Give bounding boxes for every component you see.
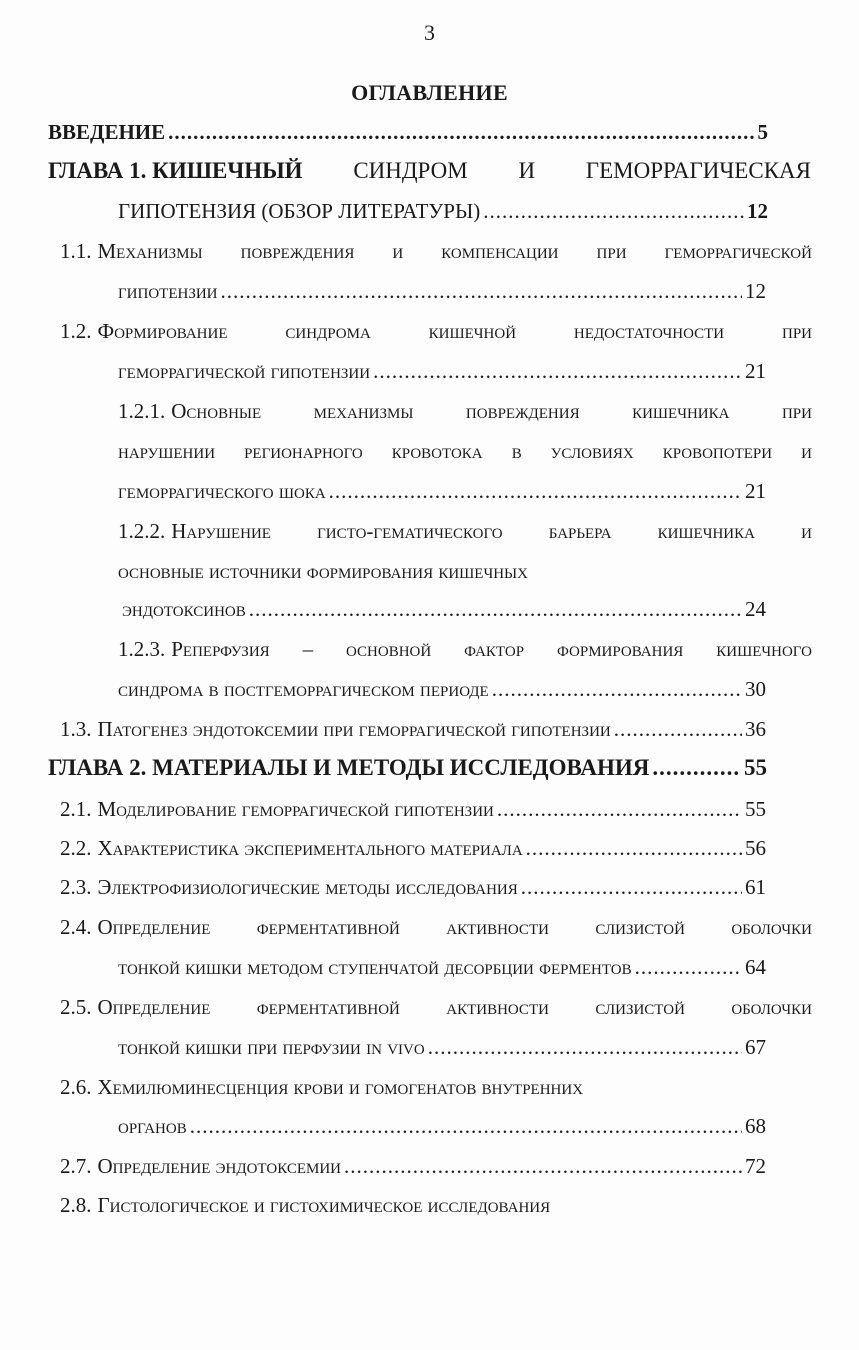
toc-entry-text: органов	[118, 1114, 187, 1138]
word: активности	[446, 915, 549, 939]
word: кишечного	[716, 637, 812, 661]
dot-leader	[428, 1033, 742, 1061]
word: Нарушение	[171, 519, 271, 543]
toc-entry-1-2-2-cont[interactable]	[122, 595, 766, 623]
word: геморрагической	[664, 239, 812, 263]
word: –	[302, 637, 314, 661]
word: фактор	[464, 637, 525, 661]
word: барьера	[548, 519, 612, 543]
section-number: 2.1.	[60, 797, 92, 821]
word: ферментативной	[256, 995, 400, 1019]
toc-page-number: 5	[757, 120, 768, 144]
toc-entry-text: тонкой кишки методом ступенчатой десорбции ферментов	[118, 955, 632, 979]
toc-entry-text: геморрагического шока	[118, 479, 326, 503]
toc-entry-text: ГЛАВА 2. МАТЕРИАЛЫ И МЕТОДЫ ИССЛЕДОВАНИЯ	[48, 755, 650, 780]
toc-entry-chapter2[interactable]	[48, 754, 767, 782]
toc-entry-1-2-cont[interactable]	[118, 357, 766, 385]
toc-entry-2-8[interactable]	[60, 1191, 550, 1219]
dot-leader	[635, 953, 742, 981]
word: СИНДРОМ	[353, 158, 468, 183]
toc-entry-2-3[interactable]	[60, 873, 766, 901]
toc-entry-intro[interactable]	[48, 118, 768, 146]
section-number: 2.3.	[60, 875, 92, 899]
toc-entry-1-1[interactable]	[60, 237, 812, 265]
word: ферментативной	[256, 915, 400, 939]
toc-page-number: 21	[745, 479, 766, 503]
word: кишечника	[657, 519, 755, 543]
toc-entry-text: Электрофизиологические методы исследования	[97, 875, 518, 899]
word: активности	[446, 995, 549, 1019]
toc-entry-2-6-cont[interactable]	[118, 1112, 766, 1140]
toc-page-number: 68	[745, 1114, 766, 1138]
word: повреждения	[240, 239, 355, 263]
dot-leader	[344, 1152, 742, 1180]
toc-page-number: 67	[745, 1035, 766, 1059]
toc-page-number: 36	[745, 717, 766, 741]
toc-entry-text: Моделирование геморрагической гипотензии	[97, 797, 494, 821]
page-number: 3	[424, 20, 435, 45]
toc-entry-1-2-1-cont[interactable]	[118, 477, 766, 505]
toc-page-number: 55	[745, 797, 766, 821]
toc-entry-1-1-cont[interactable]	[118, 277, 766, 305]
toc-entry-1-2-1[interactable]	[118, 397, 812, 425]
word: оболочки	[731, 915, 812, 939]
toc-page-number: 21	[745, 359, 766, 383]
toc-entry-chapter1[interactable]	[48, 157, 811, 185]
dot-leader	[221, 277, 742, 305]
word: в	[511, 439, 522, 463]
toc-entry-text: Определение эндотоксемии	[97, 1154, 342, 1178]
section-number: 2.5.	[60, 995, 92, 1019]
section-number: 1.2.2.	[118, 519, 166, 543]
toc-entry-2-7[interactable]	[60, 1152, 766, 1180]
word: компенсации	[441, 239, 559, 263]
toc-entry-1-3[interactable]	[60, 715, 766, 743]
toc-entry-2-2[interactable]	[60, 834, 766, 862]
dot-leader	[497, 795, 742, 823]
word: формирования	[557, 637, 684, 661]
toc-entry-text: геморрагической гипотензии	[118, 359, 371, 383]
toc-page-number: 55	[744, 755, 767, 780]
dot-leader	[526, 834, 742, 862]
toc-entry-1-2-2[interactable]	[118, 517, 812, 545]
toc-page-number: 12	[747, 199, 768, 223]
section-number: 2.2.	[60, 836, 92, 860]
dot-leader	[190, 1112, 742, 1140]
toc-entry-text: тонкой кишки при перфузии in vivo	[118, 1035, 425, 1059]
word: ГЕМОРРАГИЧЕСКАЯ	[585, 158, 811, 183]
word: условиях	[550, 439, 634, 463]
word: и	[801, 439, 812, 463]
toc-entry-text: ВВЕДЕНИЕ	[48, 120, 166, 144]
section-number: 1.2.3.	[118, 637, 166, 661]
toc-entry-1-2-3[interactable]	[118, 635, 812, 663]
dot-leader	[492, 675, 742, 703]
word: синдрома	[285, 319, 371, 343]
dot-leader	[373, 357, 742, 385]
toc-page-number: 56	[745, 836, 766, 860]
word: Определение	[97, 995, 211, 1019]
toc-entry-text: гипотензии	[118, 279, 218, 303]
section-number: 2.7.	[60, 1154, 92, 1178]
word: ГЛАВА 1. КИШЕЧНЫЙ	[48, 158, 303, 183]
word: недостаточности	[573, 319, 725, 343]
word: кровотока	[391, 439, 483, 463]
word: оболочки	[731, 995, 812, 1019]
dot-leader	[614, 715, 742, 743]
word: И	[518, 158, 536, 183]
word: Формирование	[97, 319, 228, 343]
word: кишечной	[428, 319, 517, 343]
toc-entry-1-2-3-cont[interactable]	[118, 675, 766, 703]
toc-entry-text: Хемилюминесценция крови и гомогенатов внутренних	[97, 1075, 584, 1099]
toc-title: ОГЛАВЛЕНИЕ	[351, 80, 508, 105]
dot-leader	[652, 754, 741, 782]
section-number: 1.3.	[60, 717, 92, 741]
word: слизистой	[595, 995, 685, 1019]
toc-page-number: 72	[745, 1154, 766, 1178]
toc-entry-2-1[interactable]	[60, 795, 766, 823]
toc-entry-2-5-cont[interactable]	[118, 1033, 766, 1061]
toc-entry-text: Патогенез эндотоксемии при геморрагической гипотензии	[97, 717, 611, 741]
word: основной	[346, 637, 432, 661]
toc-entry-2-4-cont[interactable]	[118, 953, 766, 981]
word: Основные	[171, 399, 262, 423]
word: и	[801, 519, 812, 543]
toc-entry-chapter1-cont[interactable]	[118, 197, 768, 225]
word: Реперфузия	[171, 637, 270, 661]
dot-leader	[168, 118, 754, 146]
toc-entry-2-5[interactable]	[60, 993, 812, 1021]
toc-entry-2-6[interactable]	[60, 1073, 583, 1101]
toc-entry-text: Характеристика экспериментального материала	[97, 836, 523, 860]
section-number: 2.8.	[60, 1193, 92, 1217]
toc-page-number: 61	[745, 875, 766, 899]
section-number: 2.6.	[60, 1075, 92, 1099]
toc-entry-1-2[interactable]	[60, 317, 812, 345]
section-number: 1.2.	[60, 319, 92, 343]
dot-leader	[329, 477, 742, 505]
toc-entry-2-4[interactable]	[60, 913, 812, 941]
toc-page-number: 12	[745, 279, 766, 303]
word: слизистой	[595, 915, 685, 939]
word: при	[781, 399, 812, 423]
dot-leader	[483, 197, 744, 225]
dot-leader	[249, 595, 742, 623]
word: гисто-гематического	[317, 519, 503, 543]
toc-page-number: 24	[745, 597, 766, 621]
word: регионарного	[244, 439, 363, 463]
word: при	[781, 319, 812, 343]
section-number: 1.1.	[60, 239, 92, 263]
dot-leader	[521, 873, 742, 901]
word: кровопотери	[662, 439, 773, 463]
toc-entry-text: синдрома в постгеморрагическом периоде	[118, 677, 489, 701]
toc-entry-1-2-1-line2	[118, 437, 812, 465]
word: Механизмы	[97, 239, 203, 263]
toc-entry-text: Гистологическое и гистохимическое исследования	[97, 1193, 551, 1217]
toc-entry-text: ГИПОТЕНЗИЯ (ОБЗОР ЛИТЕРАТУРЫ)	[118, 199, 481, 223]
toc-entry-text: эндотоксинов	[122, 597, 246, 621]
word: повреждения	[465, 399, 580, 423]
section-number: 2.4.	[60, 915, 92, 939]
word: механизмы	[313, 399, 414, 423]
word: кишечника	[632, 399, 730, 423]
toc-page-number: 30	[745, 677, 766, 701]
toc-entry-1-2-2-line2: основные источники формирования кишечных	[118, 559, 528, 583]
toc-page-number: 64	[745, 955, 766, 979]
section-number: 1.2.1.	[118, 399, 166, 423]
word: и	[392, 239, 404, 263]
word: при	[596, 239, 627, 263]
word: нарушении	[118, 439, 216, 463]
word: Определение	[97, 915, 211, 939]
